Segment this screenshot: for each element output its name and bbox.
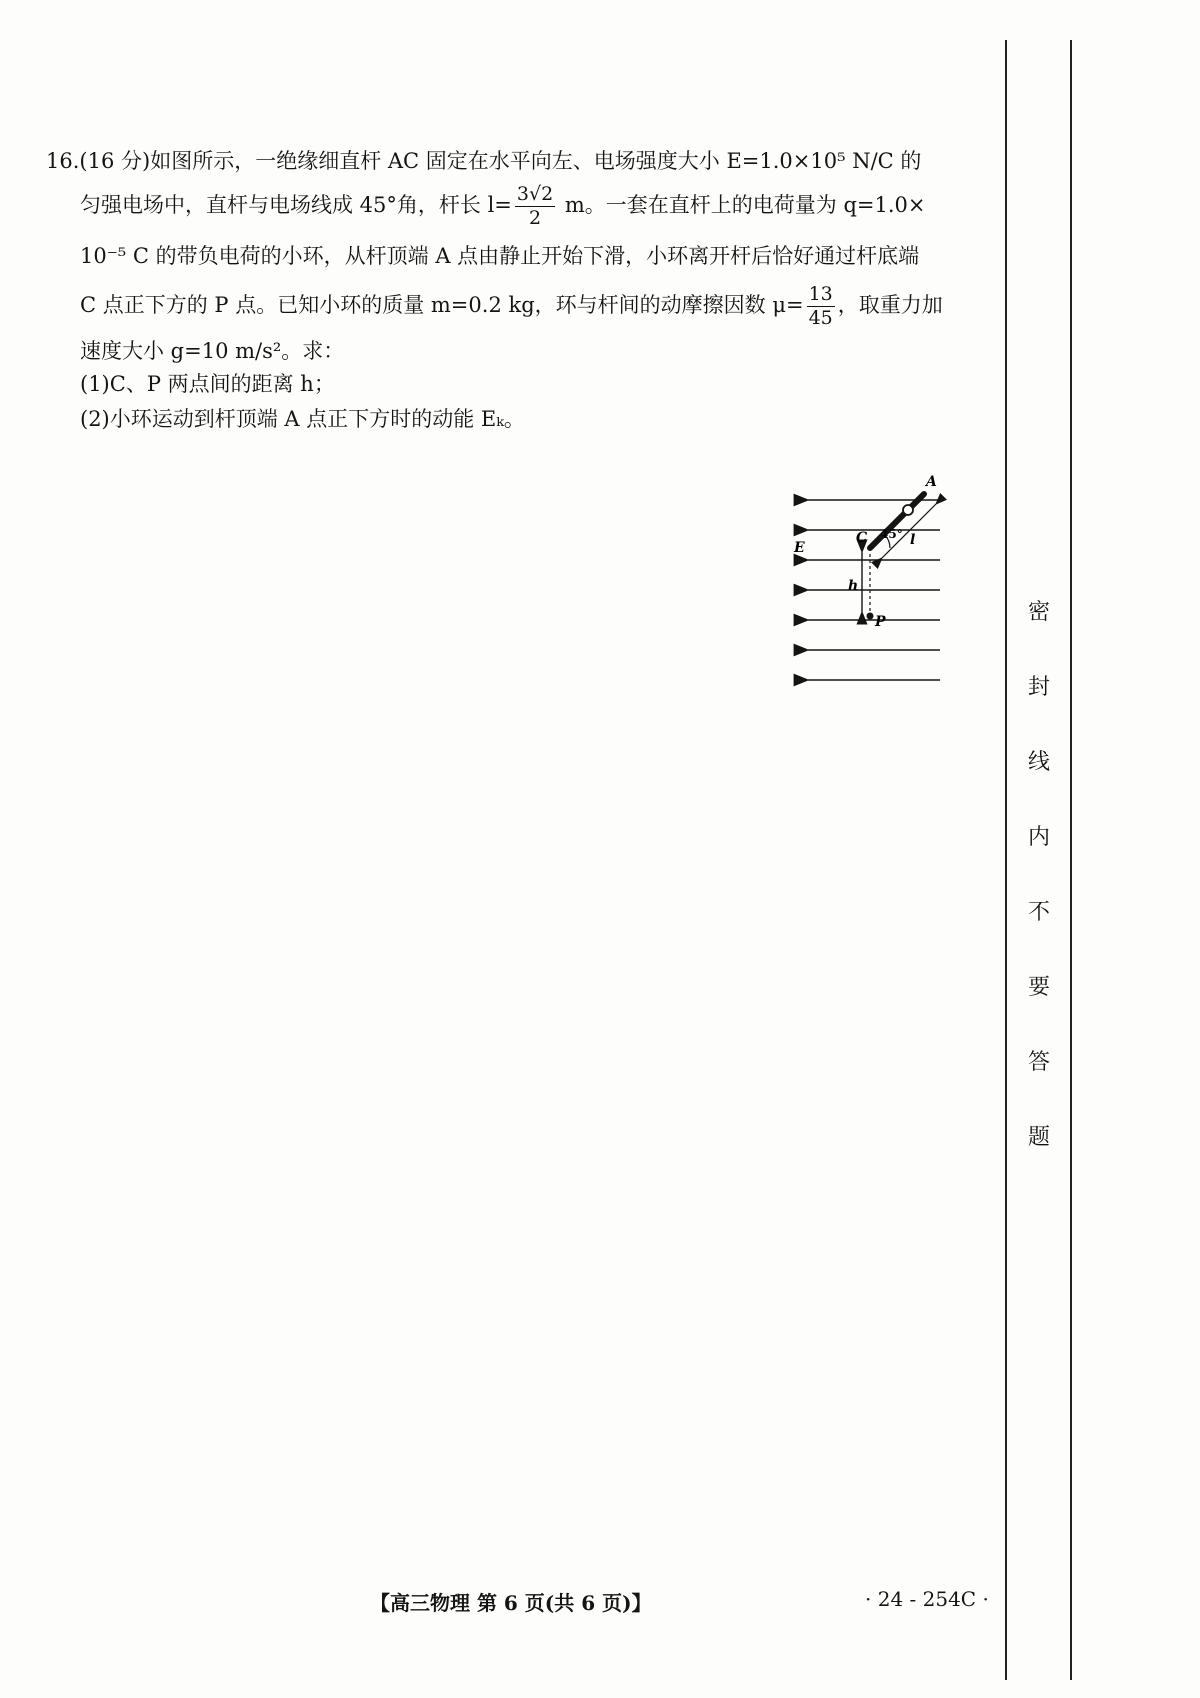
seal-char: 要	[1027, 975, 1050, 1000]
label-h: h	[848, 578, 859, 594]
sub-question-1	[80, 368, 335, 398]
sub-question-2-text: (2)小环运动到杆顶端 A 点正下方时的动能 Eₖ。	[80, 407, 525, 431]
footer-code: · 24 - 254C ·	[865, 1587, 989, 1611]
binding-line-outer	[1070, 40, 1072, 1680]
seal-char: 线	[1027, 750, 1050, 775]
seal-line-notice	[1018, 575, 1060, 1175]
question-text-5: 速度大小 g=10 m/s²。求：	[80, 339, 345, 363]
label-angle: 45°	[880, 527, 903, 541]
fraction-l-denominator: 2	[528, 207, 542, 229]
question-score: (16 分)	[79, 149, 151, 173]
footer-page-info: 【高三物理 第 6 页(共 6 页)】	[370, 1591, 652, 1615]
seal-char: 内	[1027, 825, 1050, 850]
fraction-l-numerator: 3√2	[516, 183, 554, 205]
electric-field-lines	[808, 500, 940, 680]
seal-char: 密	[1027, 600, 1050, 625]
question-line-4	[80, 285, 943, 328]
fraction-mu	[807, 285, 835, 328]
fraction-mu-numerator: 13	[808, 283, 833, 305]
seal-char: 答	[1027, 1050, 1050, 1075]
question-text-2a: 匀强电场中，直杆与电场线成 45°角，杆长 l=	[80, 193, 512, 217]
label-a: A	[926, 474, 937, 490]
seal-char: 题	[1027, 1125, 1050, 1150]
label-e: E	[794, 540, 805, 556]
question-text-2b: m。一套在直杆上的电荷量为 q=1.0×	[558, 193, 926, 217]
label-l: l	[910, 532, 916, 548]
question-number: 16.	[46, 149, 80, 173]
ring	[903, 505, 913, 515]
seal-char: 封	[1027, 675, 1050, 700]
physics-figure	[794, 470, 980, 705]
question-text-1: 如图所示，一绝缘细直杆 AC 固定在水平向左、电场强度大小 E=1.0×10⁵ N/C 的	[150, 149, 922, 173]
question-text-4b: ，取重力加	[837, 293, 943, 317]
fraction-l	[515, 185, 555, 228]
binding-line-inner	[1005, 40, 1007, 1680]
fraction-mu-denominator: 45	[808, 307, 833, 329]
point-p	[867, 613, 874, 620]
question-text-4a: C 点正下方的 P 点。已知小环的质量 m=0.2 kg，环与杆间的动摩擦因数 μ=	[80, 293, 804, 317]
seal-char: 不	[1027, 900, 1050, 925]
question-line-5	[80, 335, 344, 365]
question-line-1	[46, 145, 921, 175]
sub-question-1-text: (1)C、P 两点间的距离 h；	[80, 372, 335, 396]
question-line-3	[80, 240, 919, 270]
question-text-3: 10⁻⁵ C 的带负电荷的小环，从杆顶端 A 点由静止开始下滑，小环离开杆后恰好通过杆底端	[80, 244, 920, 268]
sub-question-2	[80, 403, 525, 433]
question-line-2	[80, 185, 925, 228]
label-p: P	[875, 614, 886, 630]
label-c: C	[856, 530, 868, 546]
